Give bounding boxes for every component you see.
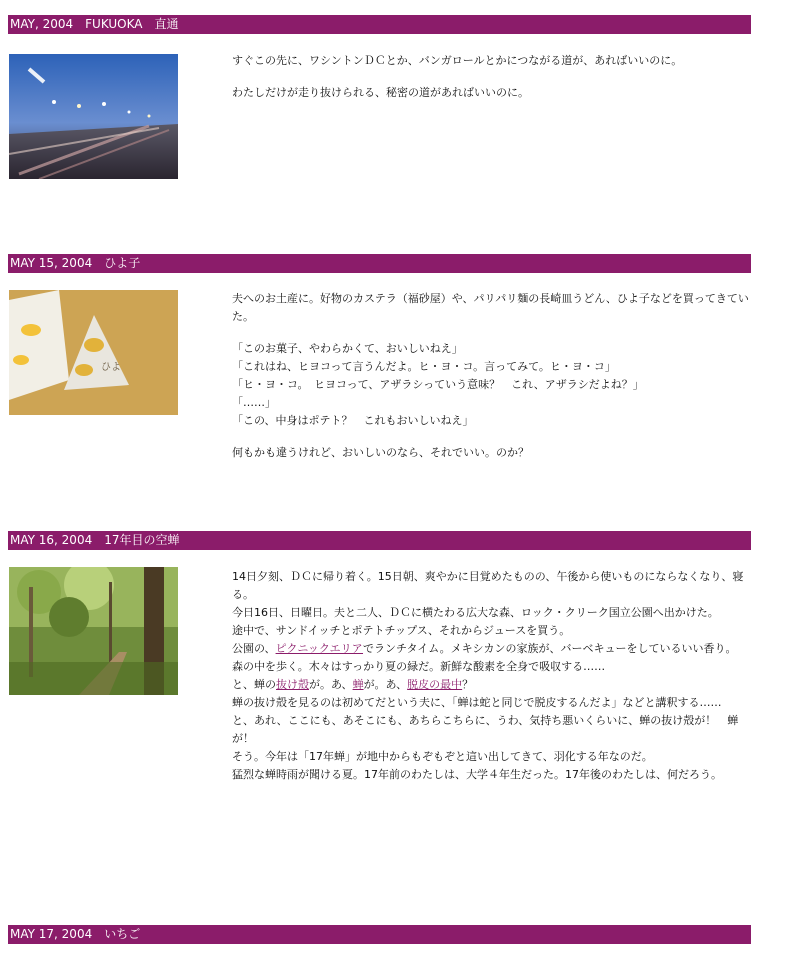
text-line: そう。今年は「17年蝉」が地中からもぞもぞと這い出してきて、羽化する年なのだ。 <box>232 750 653 763</box>
paragraph: 何もかも違うけれど、おいしいのなら、それでいい。のか？ <box>232 446 529 459</box>
picnic-area-link[interactable]: ピクニックエリア <box>275 642 364 655</box>
hiyoko-sweets-photo <box>9 290 178 415</box>
dialog-line: 「……」 <box>232 396 276 409</box>
paragraph: 夫へのお土産に。好物のカステラ（福砂屋）や、パリパリ麺の長崎皿うどん、ひよ子などを買ってきていた。 <box>232 292 749 323</box>
dialog-line: 「この、中身はポテト？ これもおいしいねえ」 <box>232 414 474 427</box>
highway-night-photo <box>9 54 178 179</box>
text-line: 14日夕刻、ＤＣに帰り着く。15日朝、爽やかに目覚めたものの、午後から使いものにならなくなり、寝る。 <box>232 570 744 601</box>
entry-header-fukuoka: MAY, 2004 FUKUOKA 直通 <box>8 15 751 34</box>
dialog-line: 「このお菓子、やわらかくて、おいしいねえ」 <box>232 342 463 355</box>
svg-text:ひよ: ひよ <box>101 362 121 373</box>
paragraph: わたしだけが走り抜けられる、秘密の道があればいいのに。 <box>232 86 529 99</box>
dialog-paragraph <box>232 340 750 430</box>
text-line <box>232 676 750 694</box>
text-line <box>232 640 750 658</box>
entry-body-hiyoko <box>232 290 750 476</box>
text-line: 今日16日、日曜日。夫と二人、ＤＣに横たわる広大な森、ロック・クリーク国立公園へ出かけた。 <box>232 606 719 619</box>
cicada-link[interactable]: 蝉 <box>352 678 364 691</box>
text-line: と、あれ、ここにも、あそこにも、あちらこちらに、うわ、気持ち悪いくらいに、蝉の抜け殻が！ 蝉が！ <box>232 714 739 745</box>
text-line: 猛烈な蝉時雨が聞ける夏。17年前のわたしは、大学４年生だった。17年後のわたしは、何だろう。 <box>232 768 722 781</box>
paragraph: すぐこの先に、ワシントンＤＣとか、バンガロールとかにつながる道が、あればいいのに。 <box>232 54 683 67</box>
entry-body-fukuoka <box>232 52 750 116</box>
forest-path-photo <box>9 567 178 695</box>
text: 公園の、 <box>232 642 276 655</box>
dialog-line: 「これはね、ヒヨコって言うんだよ。ヒ・ヨ・コ。言ってみて。ヒ・ヨ・コ」 <box>232 360 616 373</box>
text-line: 蝉の抜け殻を見るのは初めてだという夫に、「蝉は蛇と同じで脱皮するんだよ」などと講釈する…… <box>232 696 722 709</box>
text: が。あ、 <box>309 678 353 691</box>
text: と、蝉の <box>232 678 276 691</box>
text: ？ <box>462 678 474 691</box>
text-line: 途中で、サンドイッチとポテトチップス、それからジュースを買う。 <box>232 624 571 637</box>
cicada-shell-link[interactable]: 抜け殻 <box>276 678 309 691</box>
text: が。あ、 <box>363 678 408 691</box>
dialog-line: 「ヒ・ヨ・コ。 ヒヨコって、アザラシっていう意味？ これ、アザラシだよね？」 <box>232 378 644 391</box>
entry-header-strawberry: MAY 17, 2004 いちご <box>8 925 751 944</box>
entry-header-hiyoko: MAY 15, 2004 ひよ子 <box>8 254 751 273</box>
molting-link[interactable]: 脱皮の最中 <box>407 678 463 691</box>
text: でランチタイム。メキシカンの家族が、バーベキューをしているいい香り。 <box>363 642 737 655</box>
text-line: 森の中を歩く。木々はすっかり夏の緑だ。新鮮な酸素を全身で吸収する…… <box>232 660 606 673</box>
entry-header-cicada: MAY 16, 2004 17年目の空蝉 <box>8 531 751 550</box>
entry-body-cicada <box>232 568 750 784</box>
